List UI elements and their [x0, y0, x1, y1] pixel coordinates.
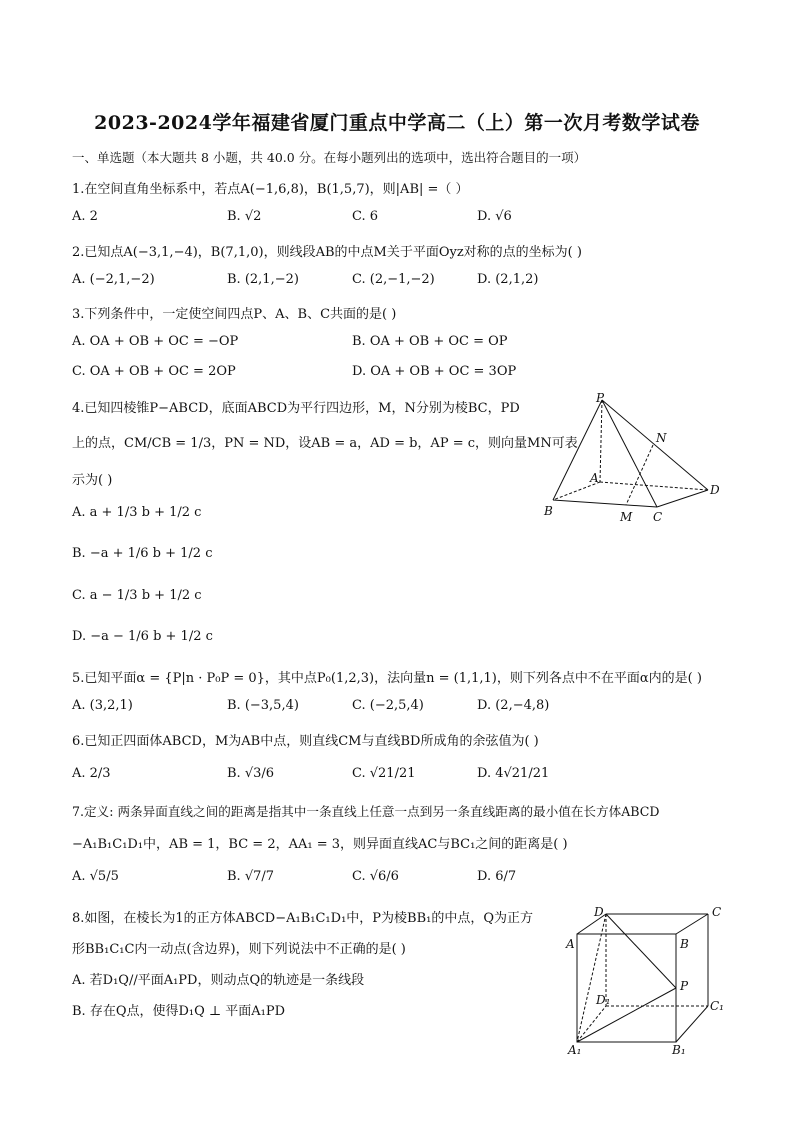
- question-4-option-b[interactable]: B. −a + 1/6 b + 1/2 c: [72, 546, 213, 561]
- question-1-option-a[interactable]: A. 2: [72, 209, 98, 224]
- question-6-option-d[interactable]: D. 4√21/21: [477, 766, 550, 781]
- question-8-stem-line-2: 形BB₁C₁C内一动点(含边界)，则下列说法中不正确的是( ): [72, 942, 406, 957]
- question-2-option-c[interactable]: C. (2,−1,−2): [352, 272, 435, 287]
- pyramid-label-b: B: [544, 504, 553, 518]
- question-5-option-b[interactable]: B. (−3,5,4): [227, 698, 299, 713]
- question-5-stem: 5.已知平面α = {P|n · P₀P = 0}，其中点P₀(1,2,3)，法向量n = (1,1,1)，则下列各点中不在平面α内的是( ): [72, 671, 702, 686]
- pyramid-label-d: D: [710, 483, 720, 497]
- question-8-option-b[interactable]: B. 存在Q点，使得D₁Q ⊥ 平面A₁PD: [72, 1004, 286, 1019]
- question-5-option-d[interactable]: D. (2,−4,8): [477, 698, 550, 713]
- question-6-stem: 6.已知正四面体ABCD，M为AB中点，则直线CM与直线BD所成角的余弦值为( ): [72, 734, 539, 749]
- question-8-stem-line-1: 8.如图，在棱长为1的正方体ABCD−A₁B₁C₁D₁中，P为棱BB₁的中点，Q为正方: [72, 911, 533, 926]
- question-1-option-d[interactable]: D. √6: [477, 209, 512, 224]
- question-1-option-b[interactable]: B. √2: [227, 209, 262, 224]
- question-2-option-a[interactable]: A. (−2,1,−2): [72, 272, 155, 287]
- cube-label-c1: C₁: [710, 999, 724, 1013]
- question-2-stem: 2.已知点A(−3,1,−4)，B(7,1,0)，则线段AB的中点M关于平面Oyz对称的点的坐标为( ): [72, 245, 582, 260]
- question-4-stem-line-2: 上的点，CM/CB = 1/3，PN = ND，设AB = a，AD = b，AP = c，则向量MN可表: [72, 436, 578, 451]
- question-2-option-d[interactable]: D. (2,1,2): [477, 272, 539, 287]
- pyramid-label-c: C: [653, 510, 663, 524]
- pyramid-label-p: P: [596, 391, 605, 405]
- question-7-stem-line-2: −A₁B₁C₁D₁中，AB = 1，BC = 2，AA₁ = 3，则异面直线AC与BC₁之间的距离是( ): [72, 837, 568, 852]
- section-heading: 一、单选题（本大题共 8 小题，共 40.0 分。在每小题列出的选项中，选出符合题目的一项）: [72, 150, 587, 165]
- question-4-stem-line-1: 4.已知四棱锥P−ABCD，底面ABCD为平行四边形，M，N分别为棱BC，PD: [72, 401, 520, 416]
- question-7-option-a[interactable]: A. √5/5: [72, 869, 119, 884]
- question-6-option-c[interactable]: C. √21/21: [352, 766, 416, 781]
- question-8-cube-figure: [560, 898, 740, 1058]
- question-7-option-d[interactable]: D. 6/7: [477, 869, 517, 884]
- question-7-option-c[interactable]: C. √6/6: [352, 869, 399, 884]
- question-6-option-b[interactable]: B. √3/6: [227, 766, 275, 781]
- pyramid-label-a: A: [590, 471, 599, 485]
- cube-label-b1: B₁: [672, 1043, 686, 1057]
- question-4-stem-line-3: 示为( ): [72, 473, 113, 488]
- question-5-option-a[interactable]: A. (3,2,1): [72, 698, 133, 713]
- question-1-option-c[interactable]: C. 6: [352, 209, 379, 224]
- pyramid-label-m: M: [620, 510, 633, 524]
- question-5-option-c[interactable]: C. (−2,5,4): [352, 698, 424, 713]
- question-2-option-b[interactable]: B. (2,1,−2): [227, 272, 299, 287]
- cube-label-a: A: [566, 937, 575, 951]
- question-3-option-c[interactable]: C. OA + OB + OC = 2OP: [72, 364, 236, 379]
- question-1-stem: 1.在空间直角坐标系中，若点A(−1,6,8)，B(1,5,7)，则|AB| =（ ）: [72, 182, 469, 197]
- exam-title: 2023-2024学年福建省厦门重点中学高二（上）第一次月考数学试卷: [94, 112, 700, 134]
- cube-label-b: B: [680, 937, 689, 951]
- question-4-pyramid-figure: [540, 390, 730, 525]
- cube-label-p: P: [680, 979, 689, 993]
- question-3-stem: 3.下列条件中，一定使空间四点P、A、B、C共面的是( ): [72, 307, 397, 322]
- question-3-option-b[interactable]: B. OA + OB + OC = OP: [352, 334, 508, 349]
- question-7-option-b[interactable]: B. √7/7: [227, 869, 275, 884]
- cube-label-c: C: [712, 905, 722, 919]
- cube-label-d1: D₁: [596, 993, 611, 1007]
- cube-label-a1: A₁: [568, 1043, 582, 1057]
- question-4-option-a[interactable]: A. a + 1/3 b + 1/2 c: [72, 505, 202, 520]
- question-8-option-a[interactable]: A. 若D₁Q//平面A₁PD，则动点Q的轨迹是一条线段: [72, 973, 365, 988]
- question-4-option-c[interactable]: C. a − 1/3 b + 1/2 c: [72, 588, 202, 603]
- question-6-option-a[interactable]: A. 2/3: [72, 766, 111, 781]
- question-4-option-d[interactable]: D. −a − 1/6 b + 1/2 c: [72, 629, 213, 644]
- cube-label-d: D: [594, 905, 604, 919]
- question-3-option-d[interactable]: D. OA + OB + OC = 3OP: [352, 364, 517, 379]
- question-3-option-a[interactable]: A. OA + OB + OC = −OP: [72, 334, 239, 349]
- pyramid-label-n: N: [656, 431, 667, 445]
- question-7-stem-line-1: 7.定义: 两条异面直线之间的距离是指其中一条直线上任意一点到另一条直线距离的最小值在长方体ABCD: [72, 804, 660, 819]
